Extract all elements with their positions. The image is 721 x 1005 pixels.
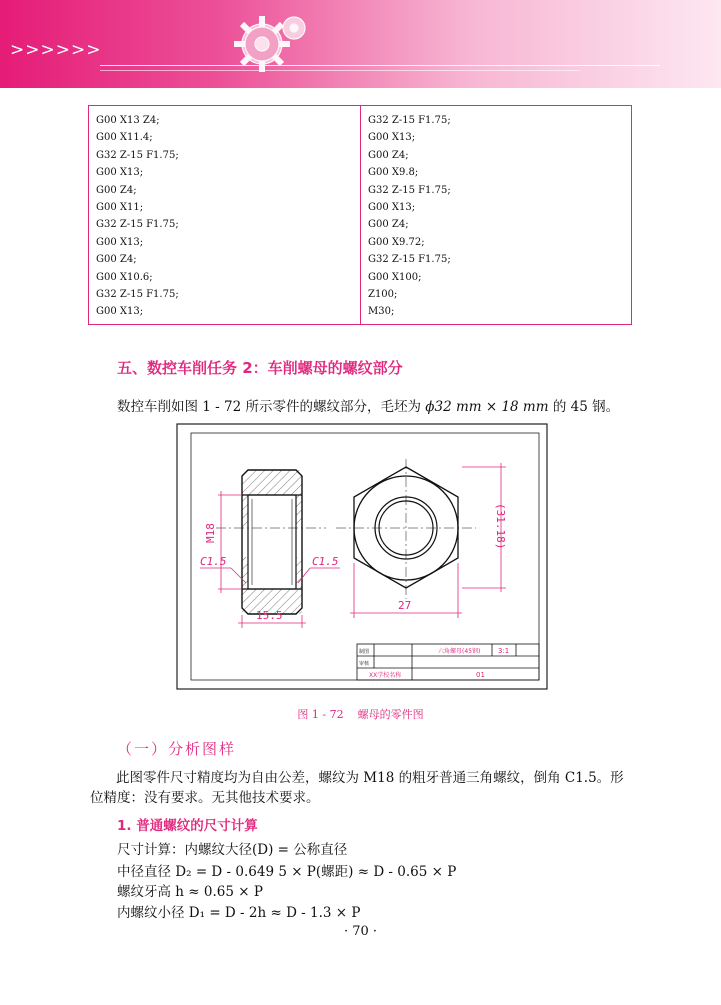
gcode-column-right	[360, 106, 631, 324]
code-line: G00 Z4;	[96, 254, 137, 266]
tb-scale: 3:1	[498, 647, 510, 655]
calc-title: 1. 普通螺纹的尺寸计算	[117, 818, 258, 834]
code-line: G32 Z-15 F1.75;	[368, 254, 451, 266]
dim-chamfer-right: C1.5	[312, 555, 339, 568]
intro-stock-size: ϕ32 mm × 18 mm	[425, 399, 549, 415]
code-line: G00 X13;	[96, 167, 144, 179]
code-line: G00 X13 Z4;	[96, 115, 160, 126]
analysis-title: （一）分析图样	[117, 740, 237, 758]
section-title: 五、数控车削任务 2：车削螺母的螺纹部分	[117, 359, 403, 377]
tb-school: XX学校名称	[369, 672, 402, 679]
code-line: G32 Z-15 F1.75;	[96, 219, 179, 231]
code-line: G32 Z-15 F1.75;	[96, 289, 179, 301]
intro-paragraph	[117, 395, 619, 415]
gcode-table	[88, 105, 632, 325]
calc-line: 尺寸计算：内螺纹大径(D) = 公称直径	[117, 842, 348, 858]
tb-cell-b: 审核	[359, 661, 370, 667]
code-line: G00 Z4;	[368, 149, 409, 161]
header-rule	[100, 65, 660, 66]
page-header	[0, 0, 721, 88]
tb-cell-a: 制图	[359, 649, 370, 655]
dim-chamfer-left: C1.5	[200, 555, 227, 568]
code-line: G00 X11.4;	[96, 132, 153, 144]
calc-line: 内螺纹小径 D₁ = D - 2h ≈ D - 1.3 × P	[117, 905, 361, 921]
tb-part-name: 六角螺母(45钢)	[438, 648, 481, 655]
code-line: Z100;	[368, 289, 398, 301]
code-line: G32 Z-15 F1.75;	[96, 149, 179, 161]
code-line: G00 Z4;	[96, 184, 137, 196]
calc-line: 螺纹牙高 h ≈ 0.65 × P	[117, 884, 263, 900]
chevrons-decoration: >>>>>>	[10, 40, 102, 60]
code-line: G00 X13;	[368, 132, 416, 144]
code-line: G00 X9.72;	[368, 236, 425, 248]
code-line: G00 X13;	[96, 306, 144, 318]
code-line: G00 X13;	[96, 236, 144, 248]
dim-flats: 27	[398, 599, 412, 612]
code-line: G00 X9.8;	[368, 167, 419, 179]
code-line: M30;	[368, 306, 395, 318]
code-line: G32 Z-15 F1.75;	[368, 115, 451, 126]
part-drawing	[176, 423, 548, 690]
header-rule-2	[100, 70, 580, 71]
code-line: G00 X11;	[96, 202, 144, 214]
analysis-body: 此图零件尺寸精度均为自由公差，螺纹为 M18 的粗牙普通三角螺纹，倒角 C1.5。形位精度：没有要求。无其他技术要求。	[90, 770, 624, 806]
page-number: · 70 ·	[343, 924, 378, 939]
code-line: G00 X13;	[368, 202, 416, 214]
gcode-column-left	[89, 106, 360, 324]
code-line: G32 Z-15 F1.75;	[368, 184, 451, 196]
end-view	[336, 459, 476, 599]
section-view	[216, 470, 326, 614]
dim-width: 15.5	[256, 609, 283, 622]
intro-lead: 数控车削如图 1 - 72 所示零件的螺纹部分，毛坯为	[117, 399, 426, 415]
intro-tail: 的 45 钢。	[548, 399, 620, 415]
tb-drawing-no: 01	[476, 671, 485, 679]
figure-caption: 图 1 - 72 螺母的零件图	[297, 708, 424, 721]
code-line: G00 X100;	[368, 271, 422, 283]
code-line: G00 Z4;	[368, 219, 409, 231]
gear-icon	[222, 2, 322, 82]
dim-corners: (31.18)	[494, 503, 507, 550]
code-line: G00 X10.6;	[96, 271, 153, 283]
dim-m18: M18	[204, 523, 217, 543]
calc-line: 中径直径 D₂ = D - 0.649 5 × P(螺距) ≈ D - 0.65 × P	[117, 864, 457, 880]
